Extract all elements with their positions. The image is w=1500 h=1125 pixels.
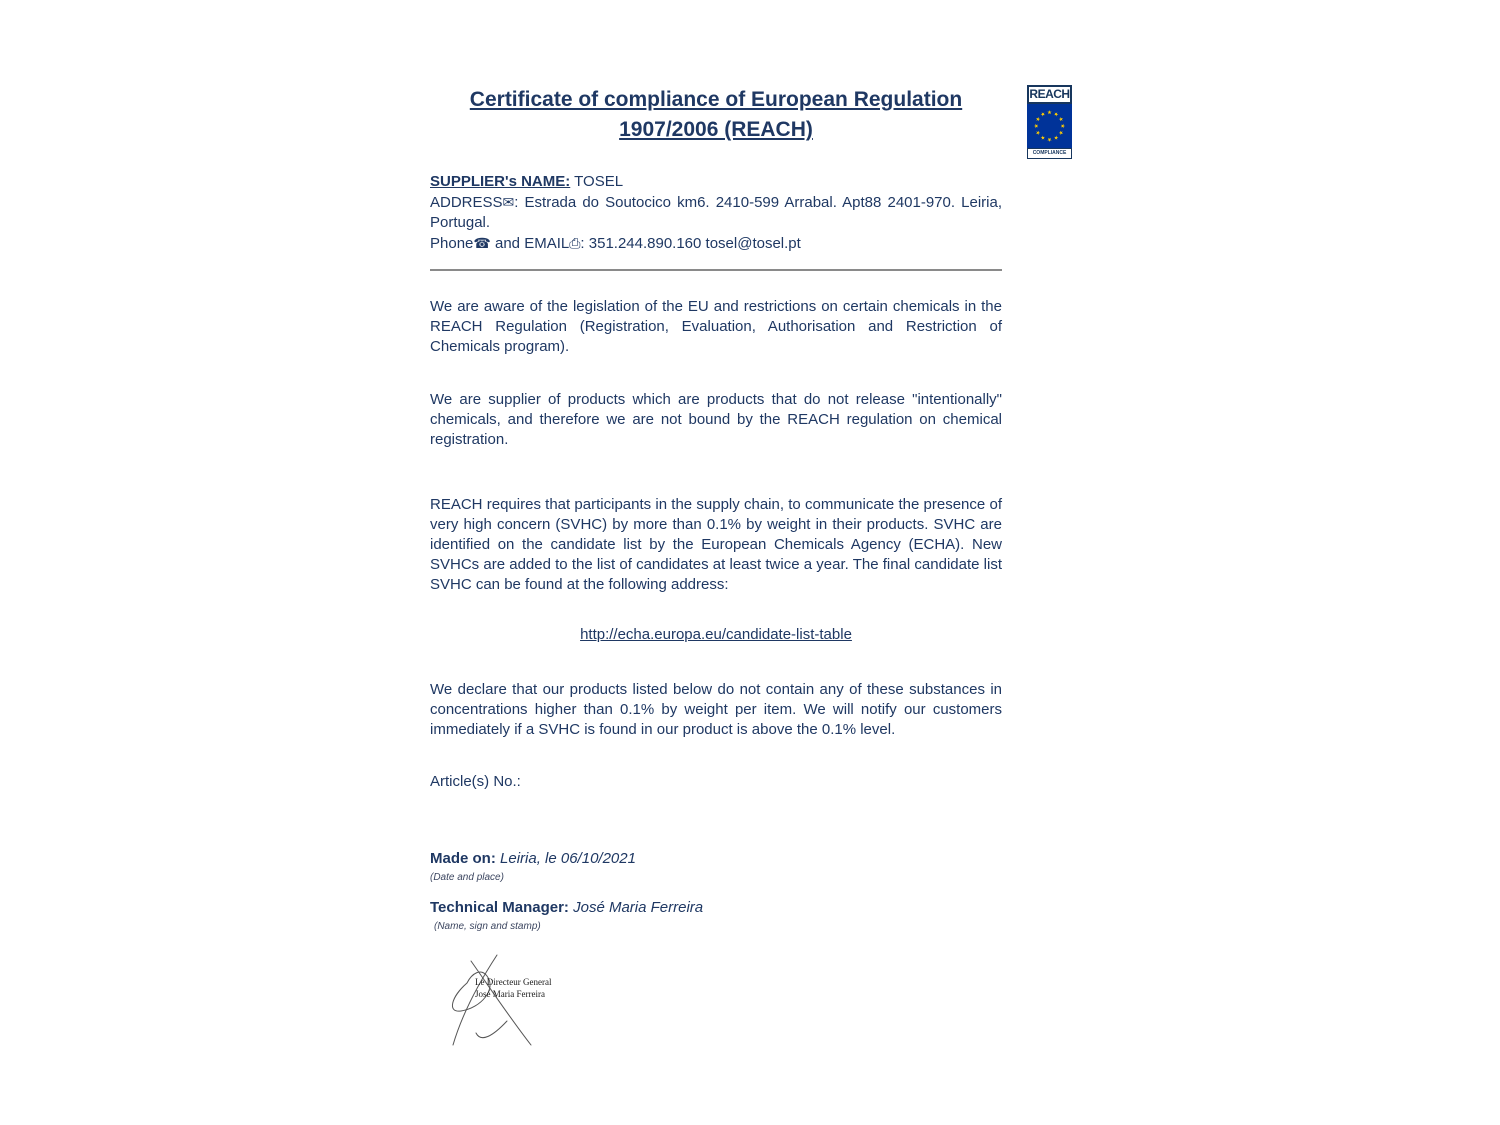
supplier-name-value: TOSEL	[570, 173, 624, 190]
header-divider	[430, 269, 1002, 271]
title-line-2: 1907/2006 (REACH)	[619, 118, 813, 141]
made-on-line	[430, 849, 1002, 869]
phone-label: Phone	[430, 235, 474, 252]
reach-logo-label: REACH	[1027, 85, 1072, 104]
certificate-document	[430, 85, 1002, 1054]
signature-text-line-1: Le Directeur General	[475, 977, 552, 987]
envelope-icon: ✉	[502, 194, 515, 210]
paragraph-supplier-statement: We are supplier of products which are products that do not release "intentionally" chemicals, and therefore we are not bound by the REACH regulation on chemical registration.	[430, 391, 1002, 448]
paragraph-legislation: We are aware of the legislation of the EU and restrictions on certain chemicals in the REACH Regulation (Registration, Evaluation, Authorisation and Restriction of Chemicals program).	[430, 298, 1002, 355]
contact-value: : 351.244.890.160 tosel@tosel.pt	[580, 235, 801, 252]
paragraph-reach-requirements: REACH requires that participants in the supply chain, to communicate the presence of very high concern (SVHC) by more than 0.1% by weight in their products. SVHC are identified on the candidate list by the European Chemicals Agency (ECHA). New SVHCs are added to the list of candidates at least twice a year. The final candidate list SVHC can be found at the following address:	[430, 496, 1002, 593]
supplier-name-label: SUPPLIER's NAME:	[430, 173, 571, 190]
title-line-1: Certificate of compliance of European Regulation	[469, 88, 963, 111]
article-number-label: Article(s) No.:	[430, 773, 521, 790]
page-title	[430, 85, 1002, 145]
eu-flag-icon	[1027, 104, 1072, 148]
technical-manager-label: Technical Manager:	[430, 899, 569, 916]
signature-text-line-2: José Maria Ferreira	[475, 989, 545, 999]
technical-manager-line	[430, 898, 1002, 918]
supplier-address-line	[430, 192, 1002, 233]
candidate-list-link[interactable]: http://echa.europa.eu/candidate-list-table	[580, 626, 852, 643]
email-label: and EMAIL	[490, 235, 570, 252]
reach-compliance-logo	[1027, 85, 1072, 159]
date-place-hint: (Date and place)	[430, 872, 504, 883]
made-on-label: Made on:	[430, 850, 496, 867]
supplier-contact-line	[430, 233, 1002, 254]
address-value: : Estrada do Soutocico km6. 2410-599 Arrabal. Apt88 2401-970. Leiria, Portugal.	[430, 194, 1002, 231]
handwritten-signature	[435, 953, 595, 1049]
made-on-value: Leiria, le 06/10/2021	[495, 850, 636, 867]
supplier-name-line	[430, 172, 1002, 192]
supplier-block	[430, 172, 1002, 254]
paragraph-declaration: We declare that our products listed below do not contain any of these substances in concentrations higher than 0.1% by weight per item. We will notify our customers immediately if a SVHC is found in our product is above the 0.1% level.	[430, 681, 1002, 738]
technical-manager-value: José Maria Ferreira	[568, 899, 704, 916]
candidate-list-link-line	[430, 625, 1002, 645]
reach-logo-compliance-label: COMPLIANCE	[1027, 148, 1072, 159]
phone-icon: ☎	[473, 235, 491, 251]
name-sign-stamp-hint: (Name, sign and stamp)	[434, 921, 541, 932]
fax-icon: ⎙	[569, 235, 581, 251]
address-label: ADDRESS	[430, 194, 503, 211]
